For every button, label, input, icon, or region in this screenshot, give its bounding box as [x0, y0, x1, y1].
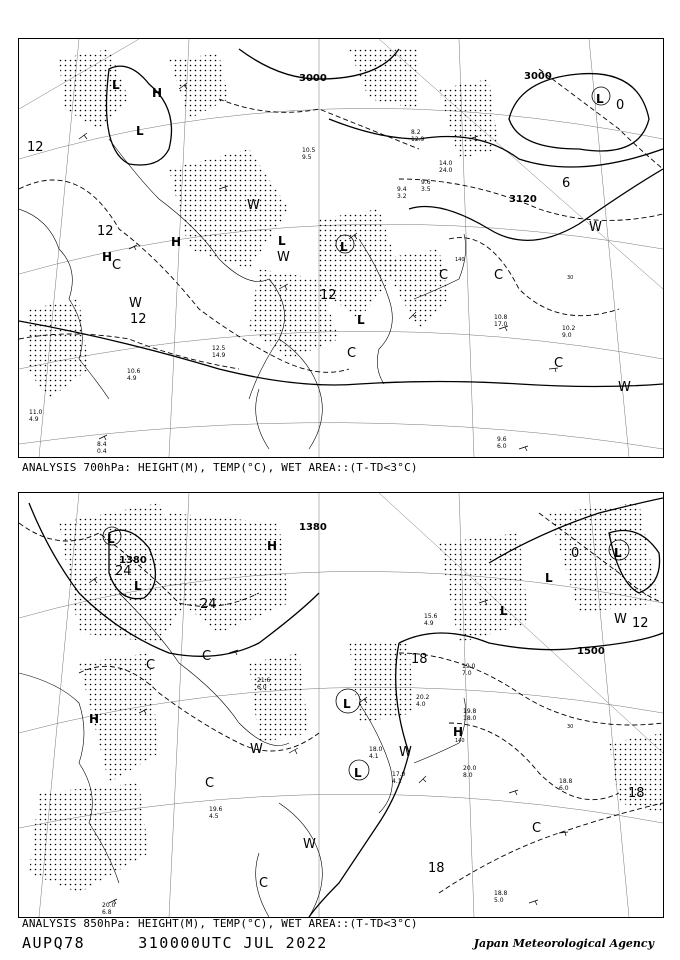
station-obs-temp: 19.6 [209, 806, 223, 813]
station-obs-temp: 20.0 [463, 765, 477, 772]
high-center: H [102, 250, 113, 264]
warm-mark: W [250, 742, 263, 757]
station-obs-dew: 6.0 [257, 684, 267, 691]
station-obs-temp: 8.4 [97, 441, 107, 448]
station-obs-dew: 4.9 [29, 416, 39, 423]
high-center: H [89, 712, 100, 726]
low-center: L [136, 124, 144, 138]
agency-name: Japan Meteorological Agency [473, 937, 654, 950]
map-panel-700hpa [18, 38, 664, 458]
station-obs-temp: 14.0 [439, 160, 453, 167]
isotherm-label: 18 [428, 861, 445, 876]
station-obs-dew: 5.0 [494, 897, 504, 904]
station-obs-temp: 10.6 [127, 368, 141, 375]
warm-mark: W [399, 745, 412, 760]
cold-mark: C [202, 649, 212, 664]
low-center: L [596, 92, 604, 106]
station-obs-temp: 8.2 [411, 129, 421, 136]
station-obs-dew: 6.0 [497, 443, 507, 450]
cold-mark: C [205, 776, 215, 791]
station-obs-dew: 8.0 [463, 772, 473, 779]
station-obs-dew: 4.1 [392, 778, 402, 785]
station-obs-dew: 14.9 [212, 352, 226, 359]
station-obs-temp: 18.8 [494, 890, 508, 897]
isotherm-label: 18 [411, 652, 428, 667]
isotherm-label: 12 [632, 616, 649, 631]
isotherm-label: 18 [628, 786, 645, 801]
station-obs-temp: 17.0 [392, 771, 406, 778]
cold-mark: C [494, 268, 504, 283]
station-obs-temp: 18.0 [369, 746, 383, 753]
station-obs-dew: 17.0 [494, 321, 508, 328]
station-obs-dew: 9.0 [562, 332, 572, 339]
station-obs-temp: 9.6 [421, 179, 431, 186]
station-obs-temp: 11.0 [29, 409, 43, 416]
station-obs-dew: 7.0 [462, 670, 472, 677]
station-obs-dew: 18.0 [463, 715, 477, 722]
station-obs-dew: 4.9 [424, 620, 434, 627]
cold-mark: C [532, 821, 542, 836]
caption-700hpa: ANALYSIS 700hPa: HEIGHT(M), TEMP(°C), WET AREA::(T-TD<3°C) [22, 461, 418, 474]
station-obs-dew: 4.9 [127, 375, 137, 382]
isotherm-label: 12 [97, 224, 114, 239]
station-obs-group [102, 613, 573, 916]
height-contour-1500 [399, 633, 663, 650]
station-obs-temp: 18.8 [559, 778, 573, 785]
lat-label-30: 30 [567, 724, 574, 730]
station-obs-dew: 4.1 [369, 753, 379, 760]
warm-mark: W [589, 220, 602, 235]
contour-label-1500: 1500 [577, 646, 605, 657]
isotherm-label: 24 [200, 597, 217, 612]
station-obs-dew: 24.0 [439, 167, 453, 174]
low-center: L [278, 234, 286, 248]
warm-mark: W [247, 198, 260, 213]
high-center: H [267, 539, 278, 553]
low-center: L [134, 579, 142, 593]
station-obs-dew: 6.0 [559, 785, 569, 792]
low-center: L [357, 313, 365, 327]
isotherm-label: 12 [320, 288, 337, 303]
station-obs-temp: 9.4 [397, 186, 407, 193]
high-center: H [171, 235, 182, 249]
low-center: L [500, 604, 508, 618]
contour-label-1380-west: 1380 [119, 555, 147, 566]
contour-label-3000-east: 3000 [524, 71, 552, 82]
station-obs-dew: 4.5 [209, 813, 219, 820]
valid-time: 310000UTC JUL 2022 [138, 934, 328, 952]
station-obs-temp: 10.2 [562, 325, 576, 332]
cold-mark: C [112, 258, 122, 273]
isotherm-label: 12 [27, 140, 44, 155]
warm-mark: W [618, 380, 631, 395]
contour-label-3000-west: 3000 [299, 73, 327, 84]
station-obs-dew: 3.2 [397, 193, 407, 200]
wet-area [27, 47, 499, 399]
station-obs-temp: 21.6 [257, 677, 271, 684]
station-obs-temp: 19.8 [463, 708, 477, 715]
isotherm-label: 6 [562, 176, 571, 191]
station-obs-dew: 12.9 [411, 136, 425, 143]
map-700hpa [19, 39, 663, 457]
station-obs-temp: 12.5 [212, 345, 226, 352]
lat-label-30: 30 [567, 275, 574, 281]
station-obs-dew: 0.4 [97, 448, 107, 455]
isotherm-label: 24 [115, 564, 132, 579]
lon-label-140: 140 [455, 738, 465, 744]
station-obs-dew: 6.8 [102, 909, 112, 916]
lon-label-140: 140 [455, 257, 465, 263]
cold-mark: C [146, 658, 156, 673]
station-obs-temp: 10.5 [302, 147, 316, 154]
low-center: L [112, 78, 120, 92]
cold-mark: C [439, 268, 449, 283]
warm-mark: W [614, 612, 627, 627]
map-panel-850hpa [18, 492, 664, 918]
warm-mark: W [277, 250, 290, 265]
station-obs-dew: 3.5 [421, 186, 431, 193]
cold-mark: C [554, 356, 564, 371]
isotherm-label: 0 [616, 98, 625, 113]
station-obs-temp: 15.6 [424, 613, 438, 620]
low-center: L [340, 240, 348, 254]
low-center: L [354, 766, 362, 780]
station-obs-dew: 4.0 [416, 701, 426, 708]
low-center: L [107, 532, 115, 546]
cold-mark: C [259, 876, 269, 891]
low-center: L [614, 546, 622, 560]
station-obs-dew: 9.5 [302, 154, 312, 161]
isotherm-label: 12 [130, 312, 147, 327]
station-obs-temp: 19.0 [462, 663, 476, 670]
station-obs-temp: 9.6 [497, 436, 507, 443]
warm-mark: W [129, 296, 142, 311]
station-obs-temp: 10.8 [494, 314, 508, 321]
high-center: H [453, 725, 464, 739]
contour-label-1380-north: 1380 [299, 522, 327, 533]
isotherm-label: 0 [571, 546, 580, 561]
high-center: H [152, 86, 163, 100]
low-center: L [343, 697, 351, 711]
cold-mark: C [347, 346, 357, 361]
station-obs-temp: 20.2 [416, 694, 430, 701]
station-obs-temp: 20.0 [102, 902, 116, 909]
height-contour-3000-east [509, 74, 649, 151]
chart-id-and-time [22, 934, 328, 952]
chart-code: AUPQ78 [22, 934, 86, 952]
warm-mark: W [303, 837, 316, 852]
contour-label-3120: 3120 [509, 194, 537, 205]
caption-850hpa: ANALYSIS 850hPa: HEIGHT(M), TEMP(°C), WET AREA::(T-TD<3°C) [22, 917, 418, 930]
map-850hpa [19, 493, 663, 917]
low-center: L [545, 571, 553, 585]
